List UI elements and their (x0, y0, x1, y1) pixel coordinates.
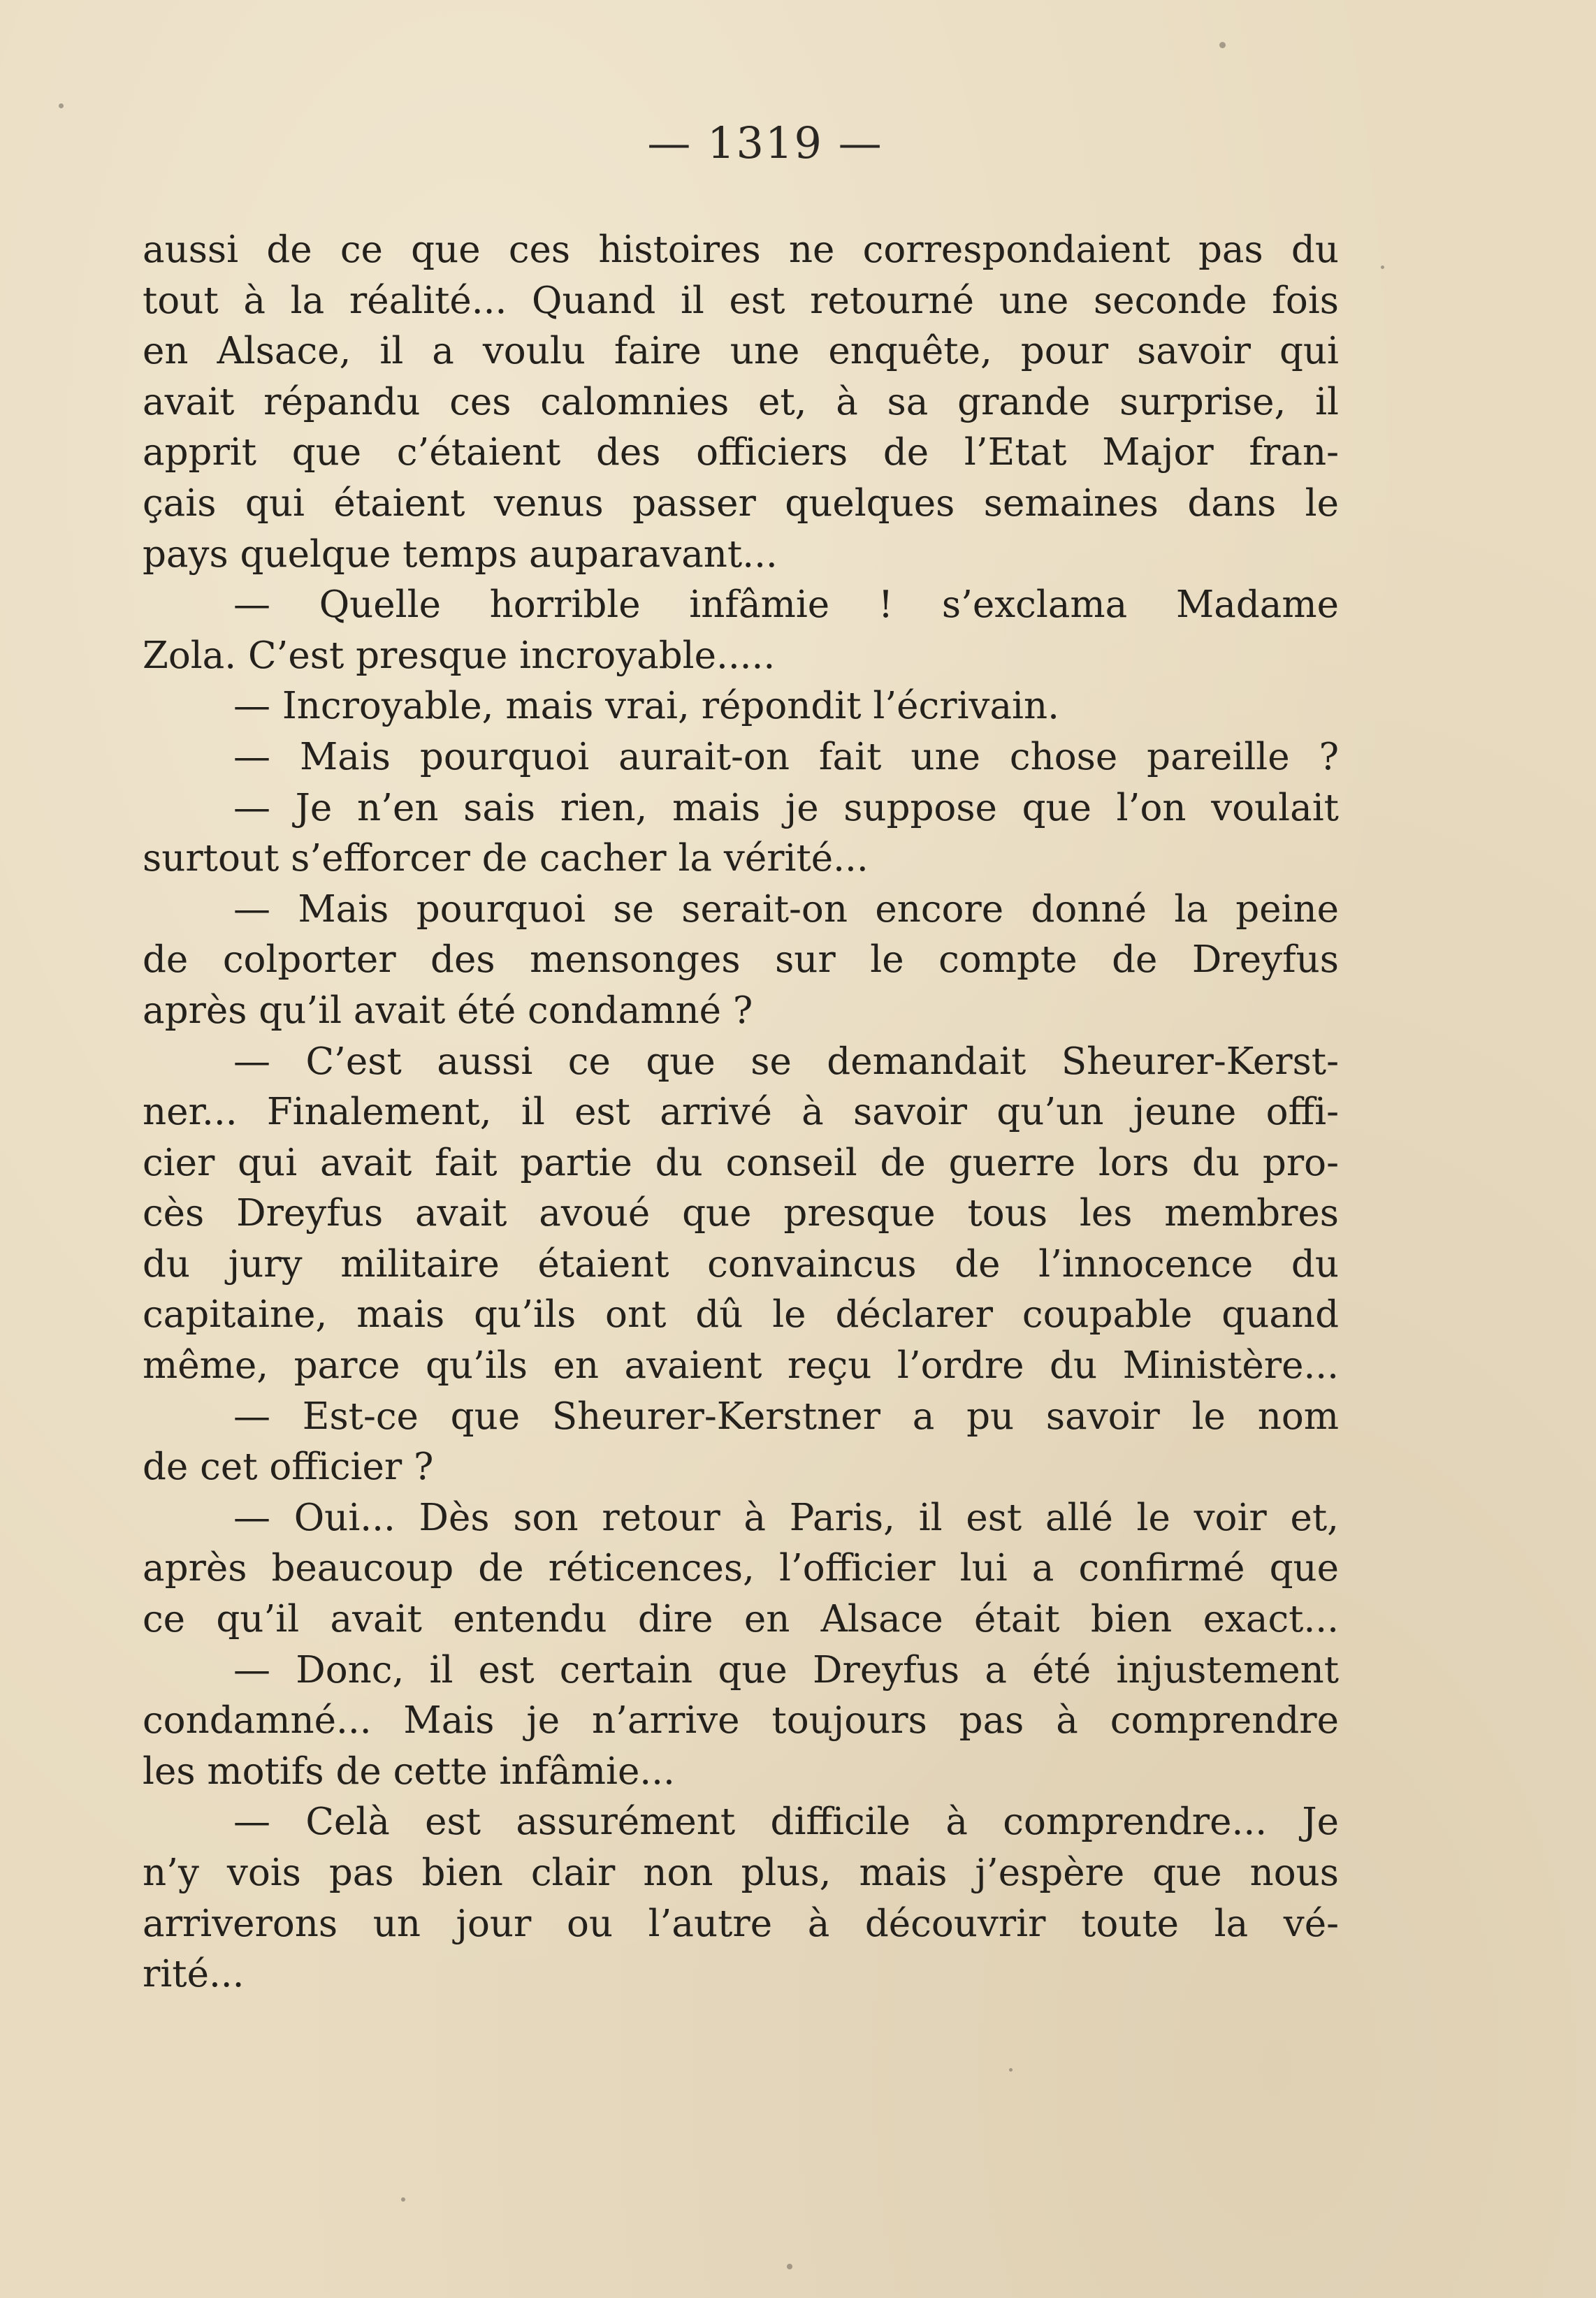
text-line: Zola. C’est presque incroyable..... (143, 634, 776, 677)
text-line: — Est-ce que Sheurer-Kerstner a pu savoir le nom (233, 1395, 1339, 1438)
text-line: après beaucoup de réticences, l’officier lui a confirmé que (143, 1547, 1339, 1590)
text-line: du jury militaire étaient convaincus de l’innocence du (143, 1242, 1339, 1286)
text-line: tout à la réalité... Quand il est retourné une seconde fois (143, 279, 1339, 322)
text-line: — Mais pourquoi aurait-on fait une chose pareille ? (233, 735, 1339, 778)
text-line: — Celà est assurément difficile à comprendre... Je (233, 1801, 1339, 1844)
text-line: les motifs de cette infâmie... (143, 1750, 675, 1793)
paper-speck (1219, 42, 1226, 48)
text-line: en Alsace, il a voulu faire une enquête, pour savoir qui (143, 330, 1339, 373)
paper-speck (59, 103, 64, 108)
paper-speck (787, 2264, 792, 2269)
text-line: pays quelque temps auparavant... (143, 532, 778, 576)
text-line: arriverons un jour ou l’autre à découvrir toute la vé- (143, 1902, 1339, 1945)
text-line: — Mais pourquoi se serait-on encore donné la peine (233, 887, 1339, 931)
text-line: condamné... Mais je n’arrive toujours pas à comprendre (143, 1699, 1339, 1743)
text-line: capitaine, mais qu’ils ont dû le déclarer coupable quand (143, 1293, 1339, 1337)
text-line: de colporter des mensonges sur le compte de Dreyfus (143, 938, 1339, 982)
text-line: n’y vois pas bien clair non plus, mais j’espère que nous (143, 1852, 1339, 1894)
text-line: après qu’il avait été condamné ? (143, 989, 753, 1032)
text-line: ner... Finalement, il est arrivé à savoir qu’un jeune offi- (143, 1091, 1339, 1134)
text-line: ce qu’il avait entendu dire en Alsace était bien exact... (143, 1598, 1339, 1641)
text-line: de cet officier ? (143, 1446, 434, 1489)
paper-speck (1381, 266, 1384, 269)
text-line: rité... (143, 1953, 245, 1996)
text-line: surtout s’efforcer de cacher la vérité... (143, 837, 869, 880)
text-line: aussi de ce que ces histoires ne correspondaient pas du (143, 228, 1339, 271)
body-text (143, 225, 1339, 2000)
paper-speck (401, 2197, 405, 2202)
text-line: — Je n’en sais rien, mais je suppose que l’on voulait (233, 786, 1339, 829)
text-line: avait répandu ces calomnies et, à sa grande surprise, il (143, 380, 1339, 423)
text-line: — C’est aussi ce que se demandait Sheurer-Kerst- (233, 1040, 1339, 1083)
page-number: — 1319 — (647, 117, 883, 168)
text-line: même, parce qu’ils en avaient reçu l’ordre du Ministère... (143, 1344, 1339, 1388)
text-line: — Incroyable, mais vrai, répondit l’écrivain. (233, 685, 1059, 728)
text-line: — Donc, il est certain que Dreyfus a été injustement (233, 1648, 1339, 1692)
text-line: cès Dreyfus avait avoué que presque tous les membres (143, 1192, 1339, 1235)
paper-speck (1009, 2068, 1013, 2072)
text-line: — Quelle horrible infâmie ! s’exclama Madame (233, 583, 1339, 627)
text-line: çais qui étaient venus passer quelques semaines dans le (143, 481, 1339, 525)
text-line: — Oui... Dès son retour à Paris, il est allé le voir et, (233, 1496, 1339, 1539)
text-line: apprit que c’étaient des officiers de l’Etat Major fran- (143, 431, 1339, 474)
text-line: cier qui avait fait partie du conseil de guerre lors du pro- (143, 1141, 1339, 1184)
